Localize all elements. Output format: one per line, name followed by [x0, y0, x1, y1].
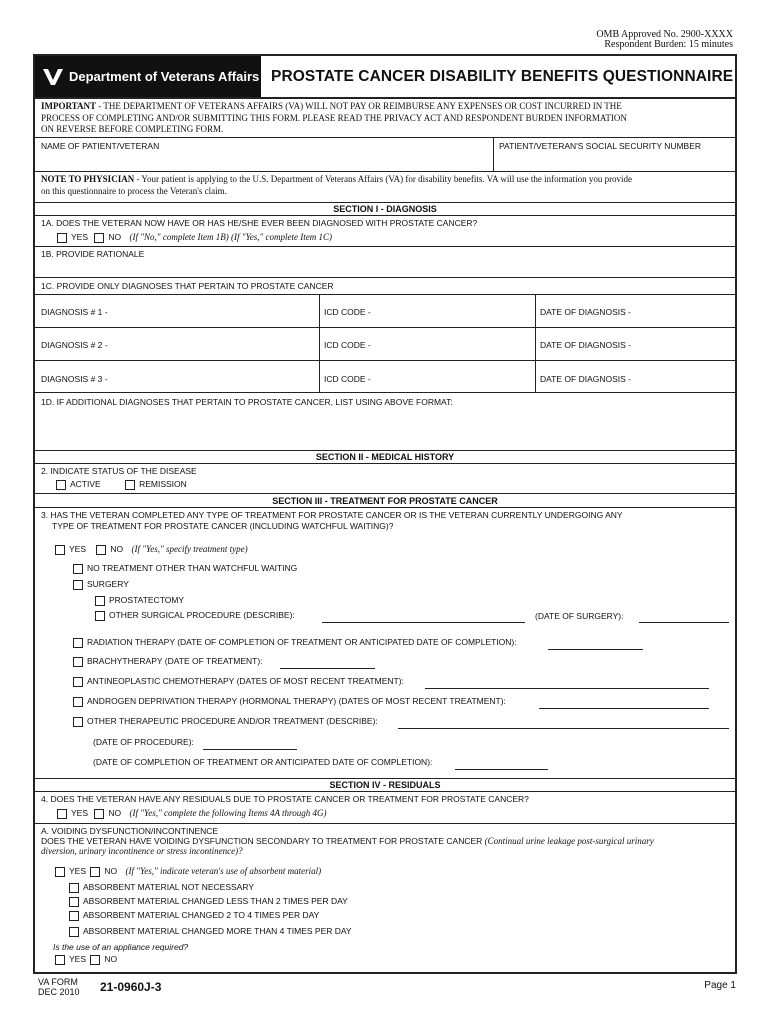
brachytherapy-date-field[interactable] — [280, 668, 375, 669]
va-form-label: VA FORM — [38, 977, 78, 987]
section-4a — [41, 826, 654, 856]
important-line3: ON REVERSE BEFORE COMPLETING FORM. — [41, 124, 224, 134]
icd-code-2-label: ICD CODE - — [324, 340, 371, 350]
other-therapeutic-field[interactable] — [398, 728, 729, 729]
important-notice — [41, 101, 627, 136]
note-line2: on this questionnaire to process the Veteran's claim. — [41, 185, 227, 196]
q4a-hint: (If "Yes," indicate veteran's use of absorbent material) — [125, 866, 322, 876]
ssn-field[interactable] — [497, 152, 731, 168]
q1b-rationale-field[interactable] — [39, 260, 731, 274]
radiation-label: RADIATION THERAPY (DATE OF COMPLETION OF TREATMENT OR ANTICIPATED DATE OF COMPLETION): — [87, 637, 517, 647]
no-treatment-option — [73, 563, 297, 574]
androgen-dates-field[interactable] — [539, 708, 709, 709]
prostatectomy-label: PROSTATECTOMY — [109, 595, 185, 605]
form-header — [35, 56, 735, 99]
va-logo-icon — [42, 65, 64, 87]
other-surgical-label: OTHER SURGICAL PROCEDURE (DESCRIBE): — [109, 610, 295, 620]
prostatectomy-checkbox[interactable] — [95, 596, 105, 606]
chemotherapy-dates-field[interactable] — [425, 688, 709, 689]
note-line1: - Your patient is applying to the U.S. Department of Veterans Affairs (VA) for disability benefits. VA will use the information you provide — [134, 174, 633, 184]
form-title: PROSTATE CANCER DISABILITY BENEFITS QUESTIONNAIRE — [271, 68, 734, 85]
icd-code-3-label: ICD CODE - — [324, 374, 371, 384]
q4a-yes-label: YES — [69, 866, 87, 876]
respondent-burden: Respondent Burden: 15 minutes — [604, 39, 733, 50]
absorbent-option-1 — [69, 882, 254, 893]
appliance-options — [55, 954, 117, 965]
absorbent-option-2 — [69, 896, 348, 907]
radiation-checkbox[interactable] — [73, 638, 83, 648]
q1a-options — [57, 232, 332, 243]
date-of-surgery-label: (DATE OF SURGERY): — [535, 611, 624, 621]
q4-yes-label: YES — [71, 808, 89, 818]
q3-question — [41, 510, 623, 532]
appliance-question: Is the use of an appliance required? — [53, 942, 189, 952]
remission-checkbox[interactable] — [125, 480, 135, 490]
other-therapeutic-label: OTHER THERAPEUTIC PROCEDURE AND/OR TREATMENT (DESCRIBE): — [87, 716, 378, 726]
appliance-no-checkbox[interactable] — [90, 955, 100, 965]
section-3-title: SECTION III - TREATMENT FOR PROSTATE CANCER — [272, 496, 498, 506]
q1a-yes-checkbox[interactable] — [57, 233, 67, 243]
other-therapeutic-option — [73, 716, 378, 727]
q1a-label: 1A. DOES THE VETERAN NOW HAVE OR HAS HE/SHE EVER BEEN DIAGNOSED WITH PROSTATE CANCER? — [41, 218, 478, 228]
q1a-no-checkbox[interactable] — [94, 233, 104, 243]
q3-line2: TYPE OF TREATMENT FOR PROSTATE CANCER (INCLUDING WATCHFUL WAITING)? — [52, 521, 394, 531]
active-checkbox[interactable] — [56, 480, 66, 490]
absorbent-1-label: ABSORBENT MATERIAL NOT NECESSARY — [83, 882, 254, 892]
va-logo-banner — [35, 56, 261, 97]
form-version — [38, 977, 80, 997]
q3-yes-label: YES — [69, 544, 87, 554]
absorbent-4-label: ABSORBENT MATERIAL CHANGED MORE THAN 4 TIMES PER DAY — [83, 926, 352, 936]
voiding-dysfunction-question-line2: diversion, urinary incontinence or stress incontinence)? — [41, 846, 243, 856]
q4a-yes-checkbox[interactable] — [55, 867, 65, 877]
surgery-checkbox[interactable] — [73, 580, 83, 590]
date-of-procedure-label: (DATE OF PROCEDURE): — [93, 737, 194, 747]
note-to-physician — [41, 174, 632, 197]
brachytherapy-label: BRACHYTHERAPY (DATE OF TREATMENT): — [87, 656, 263, 666]
voiding-dysfunction-title: A. VOIDING DYSFUNCTION/INCONTINENCE — [41, 826, 219, 836]
surgery-option — [73, 579, 129, 590]
appliance-yes-label: YES — [69, 954, 87, 964]
absorbent-3-label: ABSORBENT MATERIAL CHANGED 2 TO 4 TIMES PER DAY — [83, 910, 320, 920]
icd-code-1-label: ICD CODE - — [324, 307, 371, 317]
absorbent-3-checkbox[interactable] — [69, 911, 79, 921]
date-of-surgery-field[interactable] — [639, 622, 729, 623]
other-surgical-option — [95, 610, 295, 621]
q4-no-checkbox[interactable] — [94, 809, 104, 819]
appliance-yes-checkbox[interactable] — [55, 955, 65, 965]
diagnosis-1-label: DIAGNOSIS # 1 - — [41, 307, 108, 317]
omb-approval — [596, 30, 733, 50]
absorbent-option-3 — [69, 910, 319, 921]
q4-hint: (If "Yes," complete the following Items 4A through 4G) — [129, 808, 327, 818]
date-of-diagnosis-1-label: DATE OF DIAGNOSIS - — [540, 307, 631, 317]
voiding-dysfunction-question-line1: DOES THE VETERAN HAVE VOIDING DYSFUNCTION SECONDARY TO TREATMENT FOR PROSTATE CANCER (Continual urine leakage post-surgical urinary — [41, 836, 654, 846]
questionnaire-form — [33, 54, 737, 974]
ssn-label: PATIENT/VETERAN'S SOCIAL SECURITY NUMBER — [499, 141, 702, 151]
q3-no-label: NO — [110, 544, 124, 554]
other-surgical-checkbox[interactable] — [95, 611, 105, 621]
chemotherapy-checkbox[interactable] — [73, 677, 83, 687]
q2-label: 2. INDICATE STATUS OF THE DISEASE — [41, 466, 197, 476]
androgen-checkbox[interactable] — [73, 697, 83, 707]
other-therapeutic-checkbox[interactable] — [73, 717, 83, 727]
omb-number: OMB Approved No. 2900-XXXX — [596, 29, 733, 40]
date-of-completion-field[interactable] — [455, 769, 548, 770]
absorbent-4-checkbox[interactable] — [69, 927, 79, 937]
q1d-additional-diagnoses-field[interactable] — [39, 408, 731, 446]
appliance-no-label: NO — [104, 954, 118, 964]
page-number: Page 1 — [704, 980, 736, 991]
note-label: NOTE TO PHYSICIAN — [41, 174, 135, 184]
surgery-label: SURGERY — [87, 579, 129, 589]
absorbent-1-checkbox[interactable] — [69, 883, 79, 893]
remission-label: REMISSION — [139, 479, 187, 489]
other-surgical-field[interactable] — [322, 622, 525, 623]
no-treatment-checkbox[interactable] — [73, 564, 83, 574]
date-of-procedure-field[interactable] — [203, 749, 297, 750]
prostatectomy-option — [95, 595, 184, 606]
q4a-no-label: NO — [104, 866, 118, 876]
chemotherapy-option — [73, 676, 404, 687]
absorbent-2-label: ABSORBENT MATERIAL CHANGED LESS THAN 2 TIMES PER DAY — [83, 896, 348, 906]
section-2-title: SECTION II - MEDICAL HISTORY — [315, 452, 455, 462]
q4a-options — [55, 866, 321, 877]
section-1-title: SECTION I - DIAGNOSIS — [333, 204, 437, 214]
brachytherapy-checkbox[interactable] — [73, 657, 83, 667]
patient-name-label: NAME OF PATIENT/VETERAN — [41, 141, 160, 151]
androgen-option — [73, 696, 506, 707]
q3-yes-checkbox[interactable] — [55, 545, 65, 555]
q1d-label: 1D. IF ADDITIONAL DIAGNOSES THAT PERTAIN TO PROSTATE CANCER, LIST USING ABOVE FORMAT: — [41, 397, 453, 407]
date-of-completion-label: (DATE OF COMPLETION OF TREATMENT OR ANTICIPATED DATE OF COMPLETION): — [93, 757, 433, 767]
q1b-label: 1B. PROVIDE RATIONALE — [41, 249, 145, 259]
q4-options — [57, 808, 326, 819]
q3-options — [55, 544, 248, 555]
q1a-yes-label: YES — [71, 232, 89, 242]
q3-line1: 3. HAS THE VETERAN COMPLETED ANY TYPE OF TREATMENT FOR PROSTATE CANCER OR IS THE VETERAN CURRENTLY UNDERGOING ANY — [41, 510, 623, 520]
active-label: ACTIVE — [70, 479, 101, 489]
form-number: 21-0960J-3 — [100, 980, 162, 994]
radiation-option — [73, 637, 517, 648]
q1c-label: 1C. PROVIDE ONLY DIAGNOSES THAT PERTAIN TO PROSTATE CANCER — [41, 281, 334, 291]
department-name: Department of Veterans Affairs — [69, 69, 260, 84]
chemotherapy-label: ANTINEOPLASTIC CHEMOTHERAPY (DATES OF MOST RECENT TREATMENT): — [87, 676, 404, 686]
section-4-title: SECTION IV - RESIDUALS — [329, 780, 441, 790]
q1a-hint: (If "No," complete Item 1B) (If "Yes," complete Item 1C) — [129, 232, 332, 242]
date-of-diagnosis-2-label: DATE OF DIAGNOSIS - — [540, 340, 631, 350]
form-date: DEC 2010 — [38, 987, 80, 997]
q4-yes-checkbox[interactable] — [57, 809, 67, 819]
no-treatment-label: NO TREATMENT OTHER THAN WATCHFUL WAITING — [87, 563, 298, 573]
radiation-date-field[interactable] — [548, 649, 643, 650]
diagnosis-2-label: DIAGNOSIS # 2 - — [41, 340, 108, 350]
important-line1: - THE DEPARTMENT OF VETERANS AFFAIRS (VA) WILL NOT PAY OR REIMBURSE ANY EXPENSES OR COST INCURRED IN THE — [96, 101, 622, 111]
diagnosis-3-label: DIAGNOSIS # 3 - — [41, 374, 108, 384]
q2-options — [56, 479, 187, 490]
date-of-diagnosis-3-label: DATE OF DIAGNOSIS - — [540, 374, 631, 384]
androgen-label: ANDROGEN DEPRIVATION THERAPY (HORMONAL THERAPY) (DATES OF MOST RECENT TREATMENT): — [87, 696, 506, 706]
q4-no-label: NO — [108, 808, 122, 818]
important-label: IMPORTANT — [41, 101, 97, 111]
q1a-no-label: NO — [108, 232, 122, 242]
q4-label: 4. DOES THE VETERAN HAVE ANY RESIDUALS DUE TO PROSTATE CANCER OR TREATMENT FOR PROSTATE CANCER? — [41, 794, 529, 804]
q3-hint: (If "Yes," specify treatment type) — [131, 544, 248, 554]
absorbent-option-4 — [69, 926, 352, 937]
brachytherapy-option — [73, 656, 263, 667]
q3-no-checkbox[interactable] — [96, 545, 106, 555]
q4a-no-checkbox[interactable] — [90, 867, 100, 877]
patient-name-field[interactable] — [39, 152, 489, 168]
important-line2: PROCESS OF COMPLETING AND/OR SUBMITTING THIS FORM. PLEASE READ THE PRIVACY ACT AND RESPONDENT BURDEN INFORMATION — [41, 112, 627, 123]
absorbent-2-checkbox[interactable] — [69, 897, 79, 907]
